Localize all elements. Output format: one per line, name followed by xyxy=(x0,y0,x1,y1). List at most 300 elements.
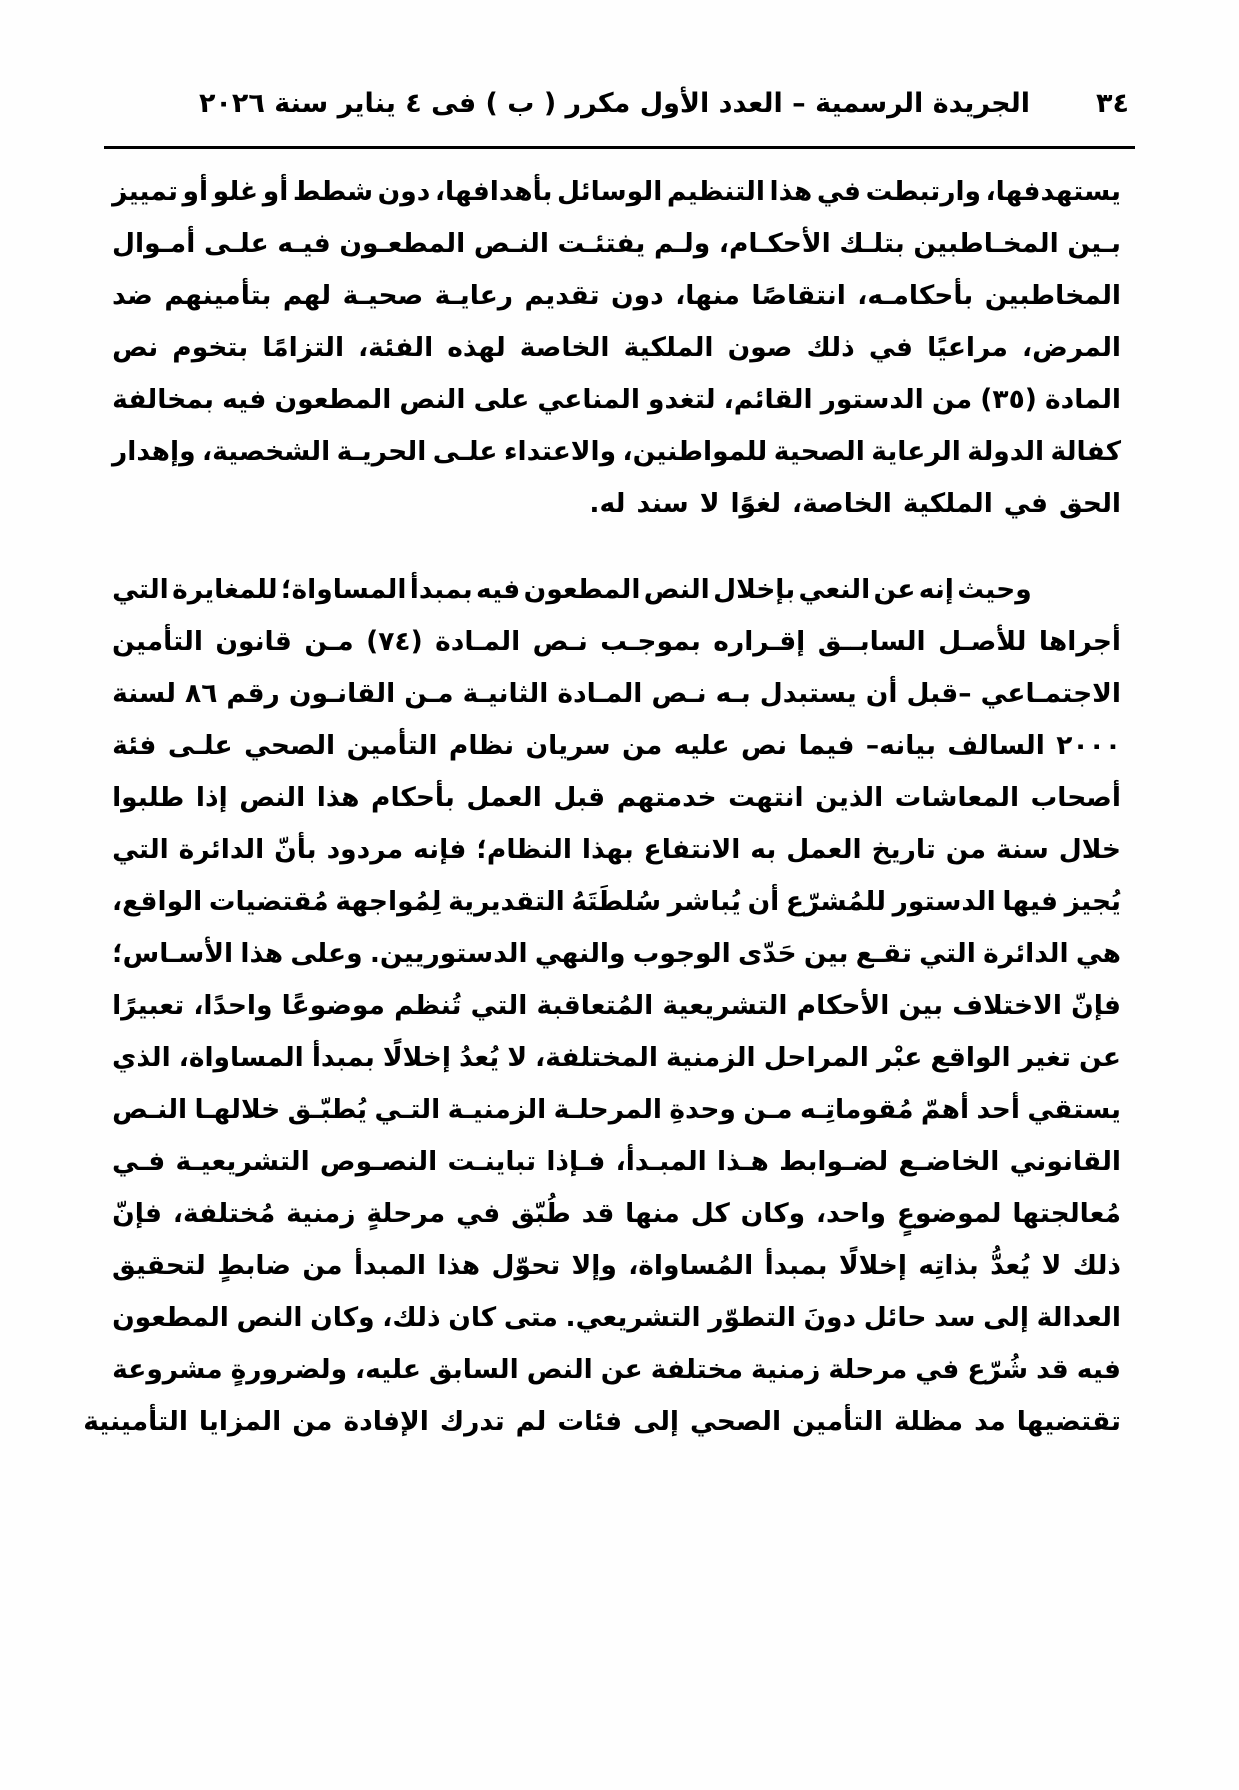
word: التي xyxy=(919,938,976,969)
word: إقـراره xyxy=(713,626,806,657)
word: واحد، xyxy=(815,1198,886,1229)
word: إذا xyxy=(195,782,228,813)
word: الصحي xyxy=(690,1406,782,1437)
word: بين xyxy=(803,938,849,969)
page-number: ٣٤ xyxy=(1096,87,1129,119)
word: ذلك xyxy=(806,332,855,363)
word: انتهت xyxy=(728,782,804,813)
word: نظام xyxy=(448,730,515,761)
word: المساواة، xyxy=(178,1042,304,1073)
word: تقـع xyxy=(855,938,912,969)
word: بمخالفة xyxy=(112,384,214,415)
word: الدولة xyxy=(967,436,1045,467)
word: من xyxy=(931,384,973,415)
paragraph-2 xyxy=(83,564,1121,1448)
word: تمييز xyxy=(112,176,178,207)
word: التشريعي. xyxy=(565,1302,701,1333)
word: المخاطبين xyxy=(984,280,1121,311)
word: عن xyxy=(1079,1042,1121,1073)
word: الملكية xyxy=(623,332,714,363)
word: فإنّ xyxy=(1071,990,1121,1021)
word: انتقاصًا xyxy=(751,280,846,311)
word: إلى xyxy=(983,1302,1029,1333)
word: يستهدفها، xyxy=(985,176,1121,207)
word: المطعون xyxy=(274,384,392,415)
word: المطعـون xyxy=(339,228,466,259)
word: دونَ xyxy=(803,1302,857,1333)
word: فيه xyxy=(476,574,521,605)
word: التقديرية xyxy=(448,886,565,917)
word: بأنّ xyxy=(274,834,317,865)
text-line xyxy=(112,1032,1121,1084)
word: الإفادة xyxy=(343,1406,429,1437)
word: للأصـل xyxy=(938,626,1027,657)
word: عليه xyxy=(673,730,730,761)
word: الدستور xyxy=(892,886,996,917)
word: متى xyxy=(503,1302,558,1333)
word: هذا xyxy=(240,938,284,969)
word: لتغدو xyxy=(648,384,716,415)
word: بـين xyxy=(1067,228,1121,259)
word: المساواة؛ xyxy=(280,574,407,605)
word: حائل xyxy=(863,1302,927,1333)
word: ولـم xyxy=(653,228,711,259)
word: الحريـة xyxy=(336,436,427,467)
word: –قبل xyxy=(906,678,972,709)
word: صحيـة xyxy=(342,280,424,311)
word: التشريعيـة xyxy=(175,1146,310,1177)
word: النعي xyxy=(798,574,871,605)
word: الواقع، xyxy=(112,886,203,917)
word: مـن xyxy=(404,678,454,709)
word: مُقوماتِـه xyxy=(799,1094,914,1125)
word: ٨٦ xyxy=(185,678,218,709)
word: المخـاطبين xyxy=(913,228,1059,259)
word: شطط xyxy=(292,176,374,207)
word: فيـه xyxy=(277,228,331,259)
word: المرحلـة xyxy=(553,1094,662,1125)
text-line xyxy=(112,426,1121,478)
word: إنه xyxy=(918,574,954,605)
word: الزمنيـة xyxy=(447,1094,547,1125)
word: النصـوص xyxy=(319,1146,438,1177)
text-line xyxy=(112,720,1121,772)
word: الاجتمـاعي xyxy=(980,678,1121,709)
word: التأمين xyxy=(792,1406,883,1437)
word: تغير xyxy=(1018,1042,1071,1073)
word: فإنّ xyxy=(112,1198,163,1229)
word: نص xyxy=(112,332,159,363)
word: لسنة xyxy=(112,678,176,709)
word: بمبدأ xyxy=(409,574,473,605)
word: في xyxy=(1003,488,1048,519)
word: التي xyxy=(470,990,528,1021)
word: فئات xyxy=(557,1406,623,1437)
word: الدستور xyxy=(820,384,924,415)
word: الصحي xyxy=(244,730,336,761)
text-line xyxy=(112,374,1121,426)
word: التي xyxy=(112,574,169,605)
word: علـى xyxy=(432,436,498,467)
word: سُلطَتَهُ xyxy=(571,886,662,917)
word: النظام؛ xyxy=(476,834,572,865)
word: التأمين xyxy=(112,626,203,657)
word: سد xyxy=(934,1302,976,1333)
word: المادة xyxy=(1045,384,1121,415)
word: لِمُواجهة xyxy=(335,886,442,917)
word: مد xyxy=(974,1406,1006,1437)
word: وإلا xyxy=(571,1250,617,1281)
word: شُرّع xyxy=(967,1354,1029,1385)
text-line xyxy=(112,1344,1121,1396)
word: الصحية xyxy=(773,436,865,467)
word: التأمين xyxy=(346,730,438,761)
word: هـذا xyxy=(717,1146,769,1177)
word: يستبدل xyxy=(759,678,857,709)
word: تحوّل xyxy=(491,1250,561,1281)
word: النص xyxy=(399,384,466,415)
word: الخاصة، xyxy=(792,488,892,519)
word: في xyxy=(868,332,913,363)
word: ضد xyxy=(112,280,153,311)
word: على xyxy=(473,384,530,415)
text-line xyxy=(112,668,1121,720)
word: العمل xyxy=(786,834,862,865)
text-line xyxy=(112,824,1121,876)
word: إخلالًا xyxy=(838,1250,907,1281)
word: النص xyxy=(526,1354,593,1385)
text-line xyxy=(112,218,1121,270)
word: له. xyxy=(589,488,626,519)
word: تقتضيها xyxy=(1016,1406,1121,1437)
word: المرض، xyxy=(1022,332,1121,363)
word: دون xyxy=(611,280,664,311)
word: نـص xyxy=(651,678,707,709)
text-line xyxy=(112,928,1121,980)
text-line xyxy=(112,616,1121,668)
word: الفئة، xyxy=(358,332,434,363)
word: من xyxy=(292,1406,333,1437)
word: هي xyxy=(1075,938,1121,969)
text-line xyxy=(112,1188,1121,1240)
word: غلو xyxy=(212,176,259,207)
word: مشروعة xyxy=(112,1354,223,1385)
word: من xyxy=(622,730,663,761)
word: يُباشر xyxy=(667,886,741,917)
word: هذا xyxy=(769,176,813,207)
word: العمل xyxy=(466,782,542,813)
word: عبْر xyxy=(876,1042,923,1073)
word: المطعون xyxy=(112,1302,229,1333)
word: السالف xyxy=(947,730,1045,761)
word: للمواطنين، xyxy=(622,436,768,467)
word: كل xyxy=(690,1198,730,1229)
word: السابــق xyxy=(817,626,926,657)
word: ٢٠٠٠ xyxy=(1056,730,1121,761)
word: الخاضـع xyxy=(898,1146,1000,1177)
word: بأهدافها، xyxy=(434,176,553,207)
word: منها xyxy=(625,1198,680,1229)
word: التأمينية xyxy=(83,1406,188,1437)
word: وإهدار xyxy=(112,436,196,467)
word: فيه xyxy=(1076,1354,1121,1385)
word: وارتبطت xyxy=(865,176,982,207)
paragraph-1 xyxy=(112,166,1121,530)
word: مراعيًا xyxy=(927,332,1008,363)
word: مظلة xyxy=(893,1406,964,1437)
word: النص xyxy=(236,1302,303,1333)
word: بذاتِه xyxy=(918,1250,979,1281)
word: الزمنية xyxy=(666,1042,756,1073)
word: (٣٥) xyxy=(980,384,1037,415)
text-line xyxy=(112,1136,1121,1188)
word: تعبيرًا xyxy=(112,990,185,1021)
word: يُعدُ xyxy=(459,1042,500,1073)
word: عن xyxy=(873,574,916,605)
word: خلالهـا xyxy=(194,1094,281,1125)
word: وحيث xyxy=(957,574,1032,605)
word: هذا xyxy=(437,1250,481,1281)
word: الانتفاع xyxy=(643,834,741,865)
word: بهذا xyxy=(581,834,634,865)
word: الرعاية xyxy=(871,436,961,467)
word: فيها xyxy=(1002,886,1058,917)
word: الخاصة xyxy=(519,332,610,363)
text-line xyxy=(112,166,1121,218)
word: في xyxy=(816,176,862,207)
word: مُعالجتها xyxy=(1012,1198,1121,1229)
word: بإخلال xyxy=(713,574,796,605)
word: قبل xyxy=(553,782,606,813)
word: التطوّر xyxy=(708,1302,796,1333)
page-header xyxy=(110,78,1129,126)
text-line xyxy=(112,270,1121,322)
word: ذلك، xyxy=(382,1302,441,1333)
word: يُجيز xyxy=(1064,886,1121,917)
word: بأحكامـه، xyxy=(857,280,974,311)
word: علـى xyxy=(203,228,269,259)
word: في xyxy=(456,1198,501,1229)
word: فـإذا xyxy=(546,1146,606,1177)
word: طُبّق xyxy=(511,1198,571,1229)
text-line xyxy=(83,1396,1121,1448)
word: عليه، xyxy=(355,1354,421,1385)
word: لم xyxy=(515,1406,547,1437)
word: أصحاب xyxy=(1030,782,1121,813)
word: السابق xyxy=(428,1354,519,1385)
word: لغوًا xyxy=(730,488,782,519)
word: واحدًا، xyxy=(193,990,273,1021)
word: رعايـة xyxy=(434,280,514,311)
word: الوجوب xyxy=(632,938,731,969)
word: النص xyxy=(643,574,710,605)
word: هذا xyxy=(316,782,360,813)
word: الوسائل xyxy=(557,176,663,207)
word: مرحلةٍ xyxy=(366,1198,446,1229)
word: أن xyxy=(747,886,780,917)
word: التزامًا xyxy=(262,332,345,363)
word: ذلك xyxy=(1072,1250,1121,1281)
word: يُطبّـق xyxy=(287,1094,368,1125)
word: دون xyxy=(377,176,431,207)
word: بتأمينهم xyxy=(164,280,272,311)
word: الذين xyxy=(815,782,884,813)
word: الاختلاف xyxy=(952,990,1062,1021)
word: الملكية xyxy=(902,488,993,519)
word: النـص xyxy=(473,228,549,259)
word: أحد xyxy=(976,1094,1020,1125)
word: الدستوريين. xyxy=(369,938,528,969)
word: بتخوم xyxy=(172,332,249,363)
word: فإنه xyxy=(413,834,467,865)
word: القانوني xyxy=(1009,1146,1121,1177)
word: سند xyxy=(636,488,689,519)
word: الأسـاس؛ xyxy=(112,938,234,969)
word: وحدةِ xyxy=(669,1094,736,1125)
word: المُتعاقبة xyxy=(536,990,654,1021)
word: للمغايرة xyxy=(172,574,278,605)
word: صون xyxy=(727,332,793,363)
word: عن xyxy=(600,1354,643,1385)
text-line xyxy=(112,478,1121,530)
header-divider xyxy=(104,146,1135,149)
word: رقم xyxy=(226,678,280,709)
word: الأحكام xyxy=(796,990,890,1021)
word: مـن xyxy=(304,626,354,657)
word: أن xyxy=(865,678,898,709)
word: قد xyxy=(581,1198,615,1229)
word: بموجـب xyxy=(600,626,701,657)
word: المـادة xyxy=(557,678,643,709)
word: قانون xyxy=(215,626,292,657)
word: مُقتضيات xyxy=(208,886,329,917)
text-line xyxy=(112,876,1121,928)
word: المُساواة، xyxy=(628,1250,754,1281)
word: طلبوا xyxy=(112,782,185,813)
word: أهمّ xyxy=(920,1094,970,1125)
word: بتلـك xyxy=(839,228,905,259)
word: المراحل xyxy=(763,1042,869,1073)
word: مردود xyxy=(326,834,404,865)
word: سريان xyxy=(525,730,611,761)
word: مختلفة xyxy=(650,1354,743,1385)
word: المزايا xyxy=(198,1406,282,1437)
word: وعلى xyxy=(290,938,363,969)
word: أجراها xyxy=(1038,626,1121,657)
word: بأحكام xyxy=(371,782,455,813)
word: سنة xyxy=(995,834,1049,865)
word: الثانيـة xyxy=(462,678,549,709)
word: مرحلة xyxy=(828,1354,908,1385)
word: موضوعًا xyxy=(281,990,385,1021)
word: القانـون xyxy=(288,678,396,709)
word: التـي xyxy=(374,1094,441,1125)
word: الواقع xyxy=(930,1042,1011,1073)
word: زمنية xyxy=(750,1354,821,1385)
word: المـادة xyxy=(435,626,521,657)
word: بيانه– xyxy=(865,730,936,761)
word: خلال xyxy=(1058,834,1121,865)
gazette-header-title: الجريدة الرسمية – العدد الأول مكرر ( ب ) فى ٤ يناير سنة ٢٠٢٦ xyxy=(198,87,1031,119)
word: والاعتداء xyxy=(503,436,617,467)
word: للمُشرّع xyxy=(785,886,886,917)
word: بين xyxy=(898,990,944,1021)
word: أو xyxy=(182,176,209,207)
word: فـي xyxy=(112,1146,166,1177)
text-line xyxy=(112,1292,1121,1344)
word: زمنية xyxy=(286,1198,356,1229)
word: تُنظم xyxy=(394,990,462,1021)
word: تاريخ xyxy=(871,834,936,865)
word: يُعدُّ xyxy=(990,1250,1031,1281)
word: التي xyxy=(112,834,169,865)
word: الدائرة xyxy=(983,938,1069,969)
word: العدالة xyxy=(1036,1302,1121,1333)
word: لضـوابط xyxy=(779,1146,889,1177)
word: المعاشات xyxy=(894,782,1020,813)
word: لتحقيق xyxy=(112,1250,206,1281)
word: يفتئـت xyxy=(557,228,646,259)
word: بـه xyxy=(715,678,751,709)
document-body xyxy=(83,166,1121,1448)
word: وكان xyxy=(310,1302,375,1333)
word: إلى xyxy=(633,1406,679,1437)
word: التشريعية xyxy=(662,990,788,1021)
word: أو xyxy=(262,176,289,207)
text-line xyxy=(112,1084,1121,1136)
word: إخلالًا xyxy=(382,1042,451,1073)
word: أمـوال xyxy=(112,228,196,259)
word: به xyxy=(750,834,777,865)
word: بمبدأ xyxy=(311,1042,375,1073)
word: علـى xyxy=(167,730,233,761)
word: لهذه xyxy=(447,332,506,363)
word: فئة xyxy=(112,730,157,761)
word: خدمتهم xyxy=(616,782,717,813)
word: فيه xyxy=(222,384,267,415)
word: لموضوعٍ xyxy=(896,1198,1002,1229)
word: تقديم xyxy=(524,280,600,311)
word: ولضرورةٍ xyxy=(230,1354,348,1385)
word: (٧٤) xyxy=(366,626,423,657)
word: ضابطٍ xyxy=(217,1250,291,1281)
word: المطعون xyxy=(523,574,641,605)
text-line xyxy=(112,1240,1121,1292)
word: من xyxy=(302,1250,343,1281)
word: منها، xyxy=(675,280,740,311)
word: لهم xyxy=(282,280,332,311)
word: مُختلفة، xyxy=(172,1198,276,1229)
word: وكان xyxy=(740,1198,806,1229)
word: الأحكـام، xyxy=(718,228,831,259)
word: القائم، xyxy=(723,384,813,415)
word: المختلفة، xyxy=(535,1042,658,1073)
word: المبدأ xyxy=(353,1250,426,1281)
word: لا xyxy=(699,488,720,519)
word: بمبدأ xyxy=(764,1250,828,1281)
text-line xyxy=(112,564,1121,616)
word: يستقي xyxy=(1027,1094,1121,1125)
word: في xyxy=(915,1354,960,1385)
word: حَدّى xyxy=(737,938,797,969)
word: لا xyxy=(507,1042,528,1073)
text-line xyxy=(112,322,1121,374)
word: تدرك xyxy=(439,1406,505,1437)
word: من xyxy=(945,834,986,865)
word: النص xyxy=(239,782,306,813)
word: تباينـت xyxy=(447,1146,537,1177)
word: فيما xyxy=(798,730,855,761)
